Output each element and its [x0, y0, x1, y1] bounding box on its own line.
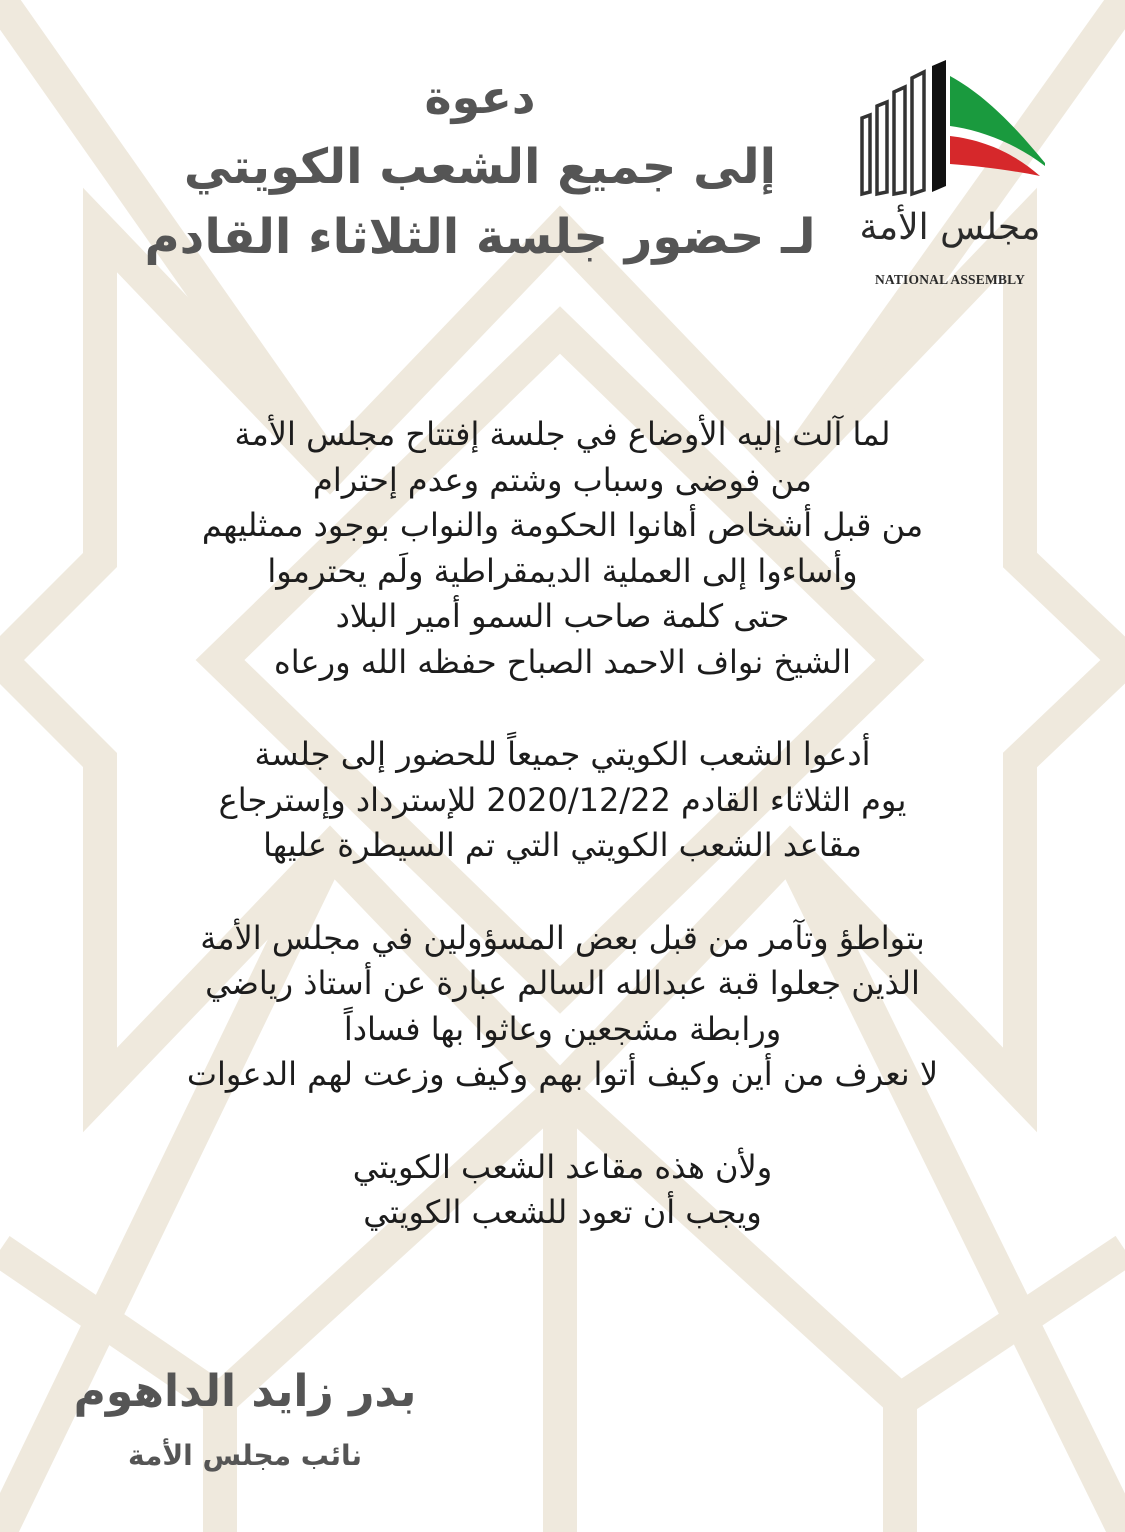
parliament-columns-flag-icon — [850, 58, 1050, 208]
body-line: يوم الثلاثاء القادم 2020/12/22 للإسترداد وإسترجاع — [218, 780, 907, 819]
page-subtitle-1: إلى جميع الشعب الكويتي — [183, 139, 777, 196]
logo-arabic-name: مجلس الأمة — [859, 207, 1041, 248]
paragraph-4 — [70, 1145, 1055, 1236]
signatory-name: بدر زايد الداهوم — [73, 1366, 417, 1417]
signature-block — [60, 1366, 430, 1472]
page-title: دعوة — [424, 70, 536, 124]
body-line: لا نعرف من أين وكيف أتوا بهم وكيف وزعت لهم الدعوات — [186, 1055, 939, 1093]
paragraph-3 — [70, 916, 1055, 1098]
body-line: حتى كلمة صاحب السمو أمير البلاد — [335, 597, 790, 635]
body-line: ولأن هذه مقاعد الشعب الكويتي — [352, 1147, 773, 1186]
body-line: من فوضى وسباب وشتم وعدم إحترام — [313, 460, 812, 499]
logo-english-name: NATIONAL ASSEMBLY — [874, 272, 1026, 287]
body-line: ويجب أن تعود للشعب الكويتي — [363, 1193, 762, 1231]
body-line: وأساءوا إلى العملية الديمقراطية ولَم يحترموا — [267, 551, 858, 590]
paragraph-2 — [70, 732, 1055, 869]
body-line: بتواطؤ وتآمر من قبل بعض المسؤولين في مجلس الأمة — [200, 918, 925, 957]
body-line: من قبل أشخاص أهانوا الحكومة والنواب بوجود ممثليهم — [201, 506, 924, 544]
header — [120, 70, 840, 278]
body-line: أدعوا الشعب الكويتي جميعاً للحضور إلى جلسة — [254, 735, 871, 773]
body-line: لما آلت إليه الأوضاع في جلسة إفتتاح مجلس الأمة — [234, 415, 891, 453]
body-line: الذين جعلوا قبة عبدالله السالم عبارة عن أستاذ رياضي — [205, 964, 920, 1002]
body-line: مقاعد الشعب الكويتي التي تم السيطرة عليها — [263, 826, 862, 864]
body-line: ورابطة مشجعين وعاثوا بها فساداً — [343, 1009, 782, 1048]
body-line: الشيخ نواف الاحمد الصباح حفظه الله ورعاه — [274, 642, 851, 681]
paragraph-1 — [70, 412, 1055, 685]
invitation-body — [70, 412, 1055, 1283]
page-subtitle-2: لـ حضور جلسة الثلاثاء القادم — [144, 208, 816, 265]
signatory-title: نائب مجلس الأمة — [128, 1438, 362, 1472]
national-assembly-logo — [850, 58, 1050, 293]
